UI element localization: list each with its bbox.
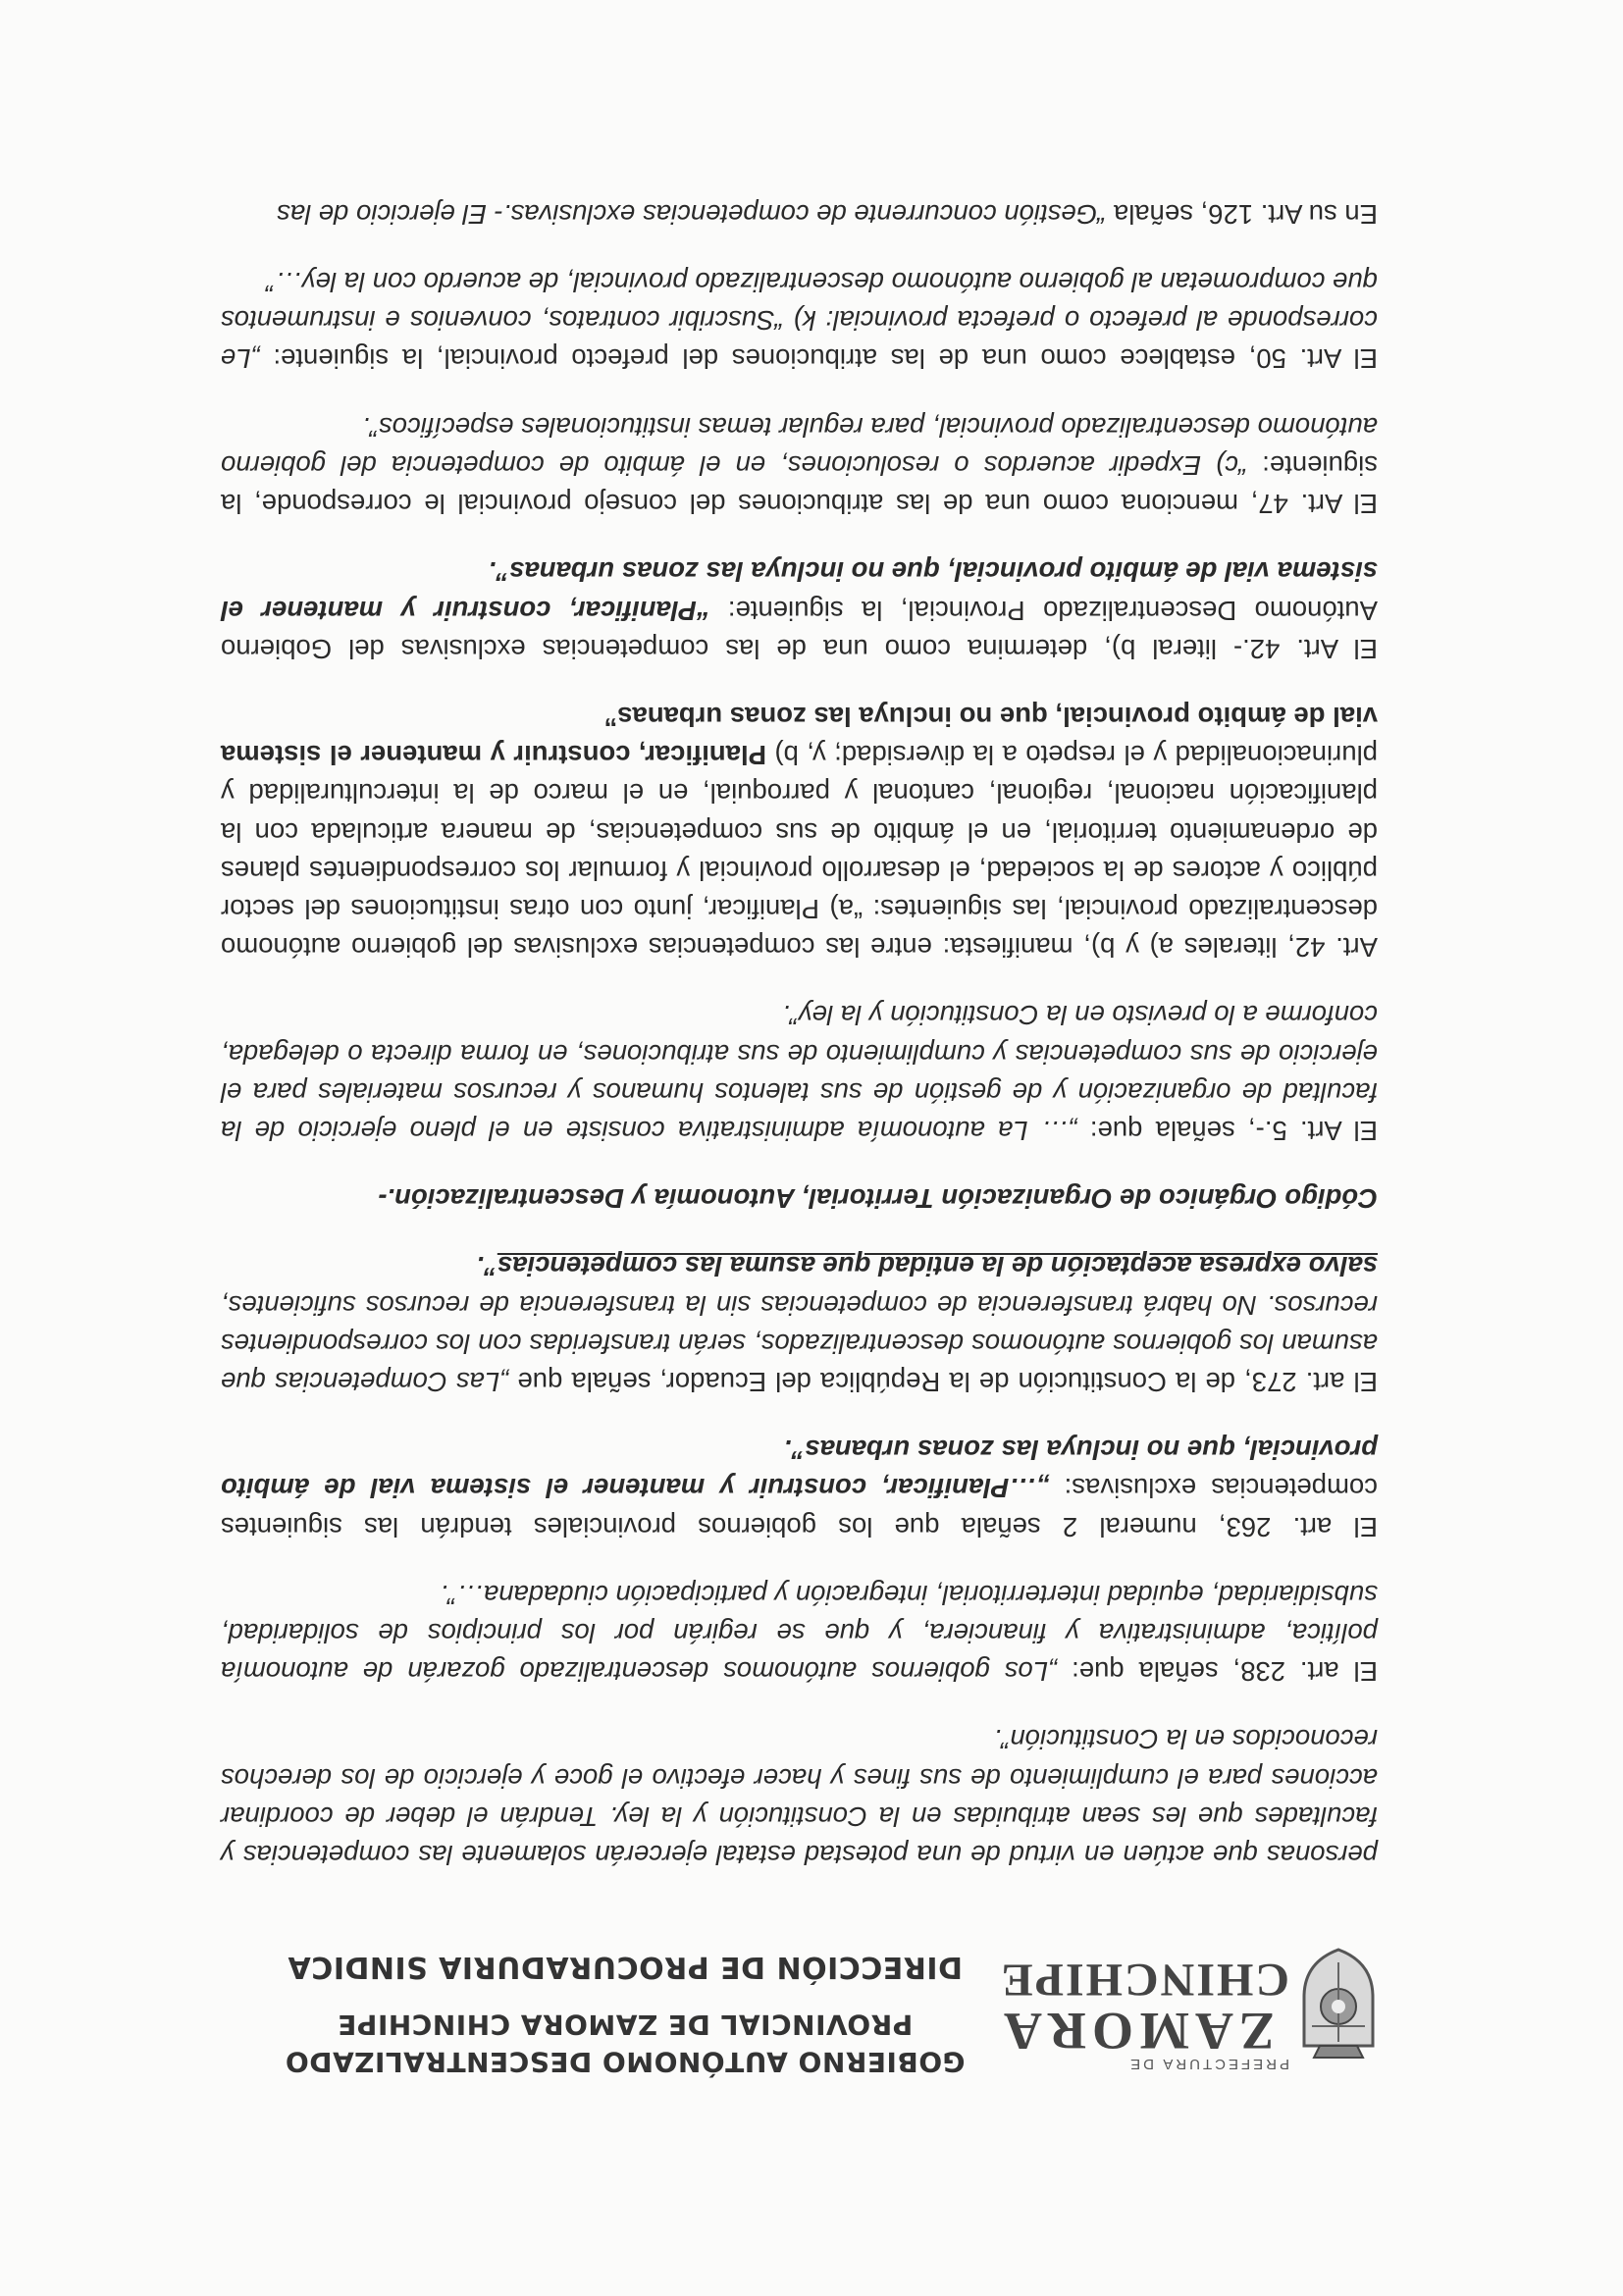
paragraph-quote: “Planificar, construir y mantener el sistema vial de ámbito provincial, que no incluya las zonas urbanas”. (221, 556, 1378, 626)
paragraph-bold: Planificar, construir y mantener el sistema vial de ámbito provincial, que no incluya las zonas urbanas” (220, 701, 1378, 771)
org-line-2: PROVINCIAL DE ZAMORA CHINCHIPE (337, 2009, 914, 2041)
section-heading-cootad: Código Orgánico de Organización Territorial, Autonomía y Descentralización.- (378, 1183, 1378, 1215)
paragraph-lead: En su Art. 126, señala (1106, 198, 1378, 230)
logo-prefectura-label: PREFECTURA DE (1127, 2056, 1289, 2072)
paragraph-lead: El Art. 5.-, señala que: (1076, 1115, 1378, 1146)
paragraph-quote: „Le corresponde al prefecto o prefecta provincial: k) “Suscribir contratos, convenios e instrumentos que comprometan al gobierno autónomo descentralizado provincial, de acuerdo con la ley…” (221, 267, 1378, 375)
department-name: DIRECCIÓN DE PROCURADURIA SINDICA (288, 1950, 963, 1984)
paragraph-art-126 (221, 195, 1378, 234)
paragraph-quote: „… La autonomía administrativa consiste en el pleno ejercicio de la facultad de organización y de gestión de sus talentos humanos y recursos materiales para el ejercicio de sus competencias y cumplimiento de sus atribuciones, en forma directa o delegada, conforme a lo previsto en la Constitución y la ley”. (221, 1000, 1378, 1146)
paragraph-text: Art. 42, literales a) y b), manifiesta: entre las competencias exclusivas del gobierno autónomo descentralizado provincial, las siguientes: “a) Planificar, junto con otras instituciones del sector público y actores de la sociedad, el desarrollo provincial y formular los correspondientes planes de ordenamiento territorial, en el ámbito de sus competencias, de manera articulada con la planificación nacional, regional, cantonal y parroquial, en el marco de la interculturalidad y plurinacionalidad y el respeto a la diversidad; y, b) (221, 740, 1378, 964)
paragraph-quote: „Las Competencias que asuman los gobiernos autónomos descentralizados, serán transferidas con los correspondientes recursos. No habrá transferencia de competencias sin la transferencia de recursos suficientes, (221, 1289, 1378, 1397)
paragraph-quote: „Los gobiernos autónomos descentralizado gozarán de autonomía política, administrativa y financiera, y que se regirán por los principios de solidaridad, subsidiaridad, equidad interterritorial, integración y participación ciudadana…”. (220, 1579, 1378, 1688)
logo-zamora-text: ZAMORA (998, 2002, 1275, 2061)
paragraph-constitution-226 (221, 1720, 1378, 1874)
paragraph-lead: El art. 263, numeral 2 señala que los gobiernos provinciales tendrán las siguientes competencias exclusivas: (221, 1473, 1378, 1542)
document-body (221, 166, 1378, 1874)
organization-name (206, 1945, 1044, 2080)
paragraph-art-47 (221, 408, 1378, 524)
org-line-1: GOBIERNO AUTÓNOMO DESCENTRALIZADO (285, 2046, 966, 2078)
paragraph-art-42-a-b (221, 698, 1378, 966)
paragraph-text: personas que actúen en virtud de una potestad estatal ejercerán solamente las competencias y facultades que les sean atribuidas en la Constitución y la ley. Tendrán el deber de coordinar acciones para el cumplimiento de sus fines y hacer efectivo el goce y ejercicio de los derechos reconocidos en la Constitución”. (221, 1724, 1378, 1870)
logo-chinchipe-text: CHINCHIPE (999, 1954, 1289, 2006)
paragraph-art-5 (221, 996, 1378, 1150)
paragraph-art-238 (221, 1576, 1378, 1692)
paragraph-art-263 (221, 1431, 1378, 1546)
letterhead (206, 1918, 1383, 2090)
paragraph-end: ”. (476, 1251, 497, 1282)
prefectura-logo (998, 1918, 1383, 2090)
paragraph-art-50 (221, 263, 1378, 379)
paragraph-underlined: salvo expresa aceptación de la entidad que asuma las competencias (497, 1251, 1378, 1282)
paragraph-lead: El art. 238, señala que: (1057, 1656, 1378, 1688)
paragraph-art-273 (221, 1247, 1378, 1401)
paragraph-lead: El art. 273, de la Constitución de la República del Ecuador, señala que (508, 1366, 1378, 1397)
paragraph-quote: “Gestión concurrente de competencias exclusivas.- El ejercicio de las (277, 198, 1107, 230)
paragraph-lead: El Art. 42.- literal b), determina como una de las competencias exclusivas del Gobierno Autónomo Descentralizado Provincial, la siguiente: (221, 595, 1378, 664)
paragraph-quote: „…Planificar, construir y mantener el sistema vial de ámbito provincial, que no incluya las zonas urbanas”. (221, 1435, 1378, 1504)
paragraph-quote: “c) Expedir acuerdos o resoluciones, en el ámbito de competencia del gobierno autónomo descentralizado provincial, para regular temas institucionales específicos”. (221, 411, 1378, 481)
coat-of-arms-icon (1294, 1948, 1383, 2065)
paragraph-art-42-b (221, 552, 1378, 668)
paragraph-lead: El Art. 47, menciona como una de las atribuciones del consejo provincial le corresponde, la siguiente: (221, 449, 1378, 520)
paragraph-lead: El Art. 50, establece como una de las atribuciones del prefecto provincial, la siguiente: (259, 343, 1378, 375)
